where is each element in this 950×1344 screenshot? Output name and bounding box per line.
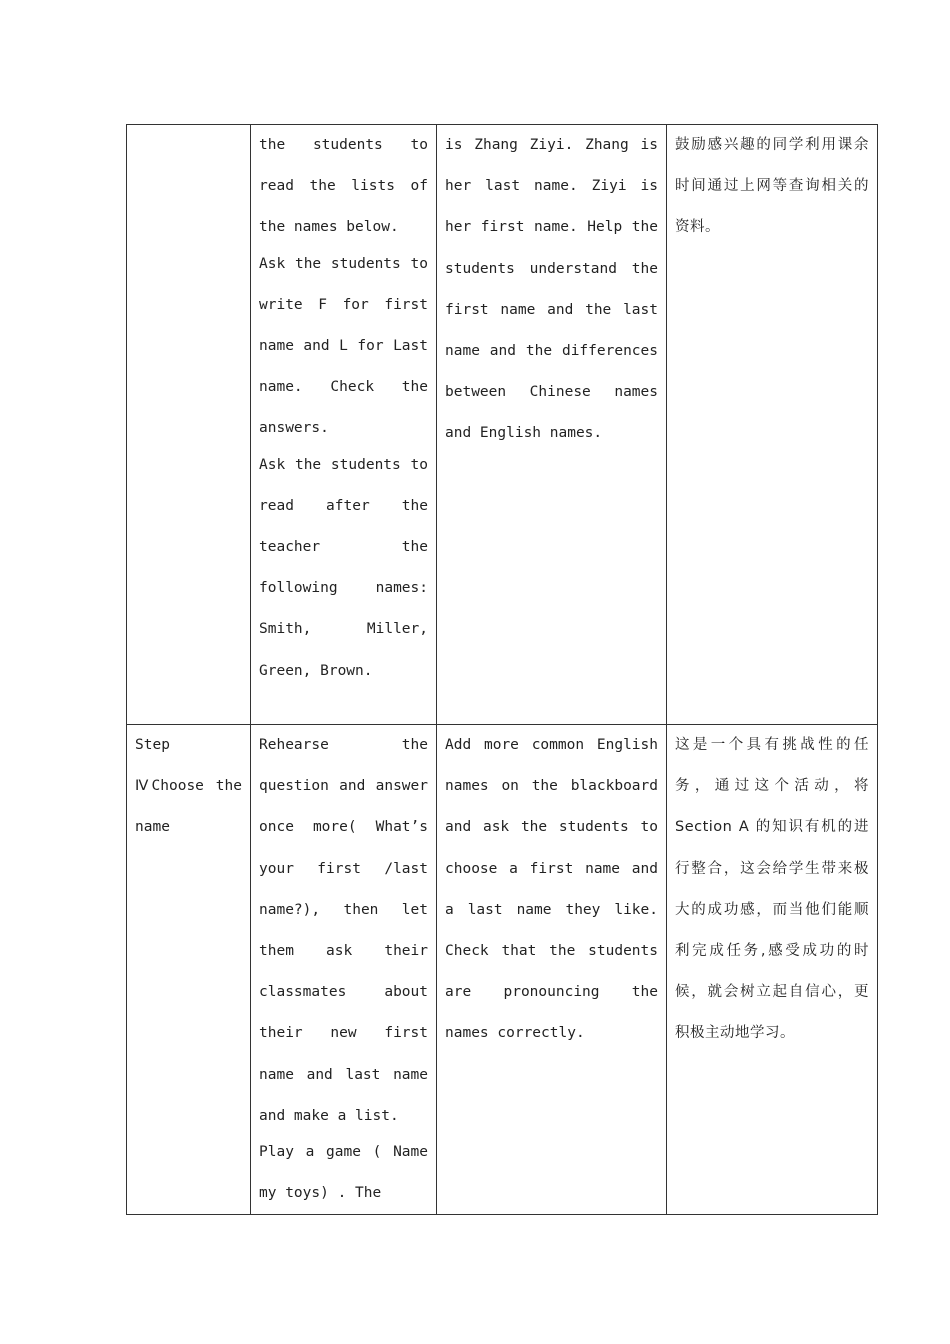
- activity-paragraph: Play a game ( Name my toys) . The: [259, 1144, 428, 1202]
- activity-paragraph: Ask the students to write F for first name and L for Last name. Check the answers.: [259, 255, 428, 437]
- teacher-notes-cell: is Zhang Ziyi. Zhang is her last name. Ziyi is her first name. Help the students understand the first name and the last name and the differences between Chinese names and English names.: [437, 125, 667, 725]
- activities-cell: [251, 125, 437, 725]
- step-cell: Step ⅣChoose the name: [127, 725, 251, 1215]
- lesson-plan-table: [126, 124, 878, 1215]
- activity-paragraph: the students to read the lists of the names below.: [259, 137, 428, 236]
- step-cell: [127, 125, 251, 725]
- purpose-cell: 这是一个具有挑战性的任务，通过这个活动，将Section A 的知识有机的进行整合，这会给学生带来极大的成功感，而当他们能顺利完成任务,感受成功的时候，就会树立起自信心，更积极主动地学习。: [667, 725, 878, 1215]
- teacher-notes-cell: Add more common English names on the blackboard and ask the students to choose a first name and a last name they like. Check that the students are pronouncing the names correctly.: [437, 725, 667, 1215]
- activity-paragraph: Ask the students to read after the teacher the following names: Smith, Miller, Green, Brown.: [259, 456, 428, 679]
- activity-paragraph: Rehearse the question and answer once more( What’s your first /last name?), then let them ask their classmates about their new first name and last name and make a list.: [259, 737, 428, 1124]
- activities-cell: [251, 725, 437, 1215]
- table-row: [127, 725, 878, 1215]
- table-row: [127, 125, 878, 725]
- purpose-cell: 鼓励感兴趣的同学利用课余时间通过上网等查询相关的资料。: [667, 125, 878, 725]
